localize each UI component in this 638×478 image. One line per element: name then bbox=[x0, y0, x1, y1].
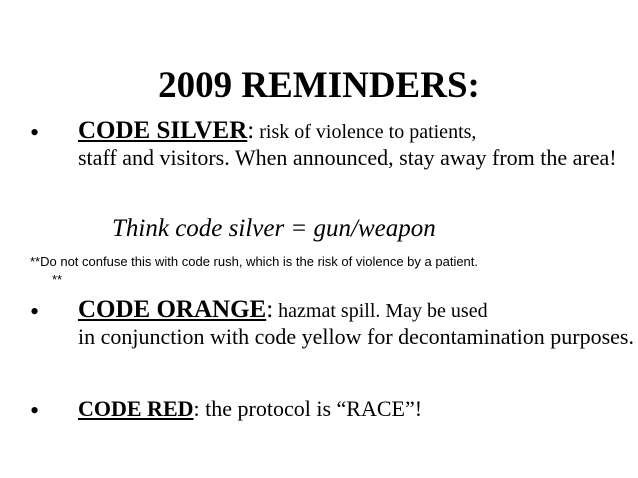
code-red-keyword: CODE RED bbox=[78, 396, 194, 421]
bullet-icon: • bbox=[30, 118, 40, 147]
bullet-code-orange-text bbox=[78, 297, 638, 350]
code-orange-desc-line1: hazmat spill. May be used bbox=[273, 300, 488, 322]
bullet-icon: • bbox=[30, 297, 40, 326]
footnote-main: **Do not confuse this with code rush, which is the risk of violence by a patient. bbox=[30, 254, 479, 269]
footnote-end: ** bbox=[52, 272, 63, 287]
footnote bbox=[30, 253, 610, 289]
bullet-code-red-text bbox=[78, 396, 638, 422]
slide-title: 2009 REMINDERS: bbox=[158, 65, 480, 106]
code-orange-desc-rest: in conjunction with code yellow for decontamination purposes. bbox=[78, 324, 634, 349]
code-silver-tagline: Think code silver = gun/weapon bbox=[112, 215, 436, 242]
code-silver-keyword: CODE SILVER bbox=[78, 117, 248, 144]
code-silver-desc-line1: risk of violence to patients, bbox=[254, 121, 477, 143]
bullet-code-silver-text bbox=[78, 118, 638, 171]
code-orange-separator: : bbox=[266, 296, 274, 323]
bullet-icon: • bbox=[30, 396, 40, 425]
code-red-separator: : bbox=[193, 396, 200, 421]
code-red-desc-line1: the protocol is “RACE”! bbox=[199, 396, 423, 421]
code-silver-separator: : bbox=[247, 117, 255, 144]
code-orange-keyword: CODE ORANGE bbox=[78, 296, 267, 323]
code-silver-desc-rest: staff and visitors. When announced, stay away from the area! bbox=[78, 145, 617, 170]
